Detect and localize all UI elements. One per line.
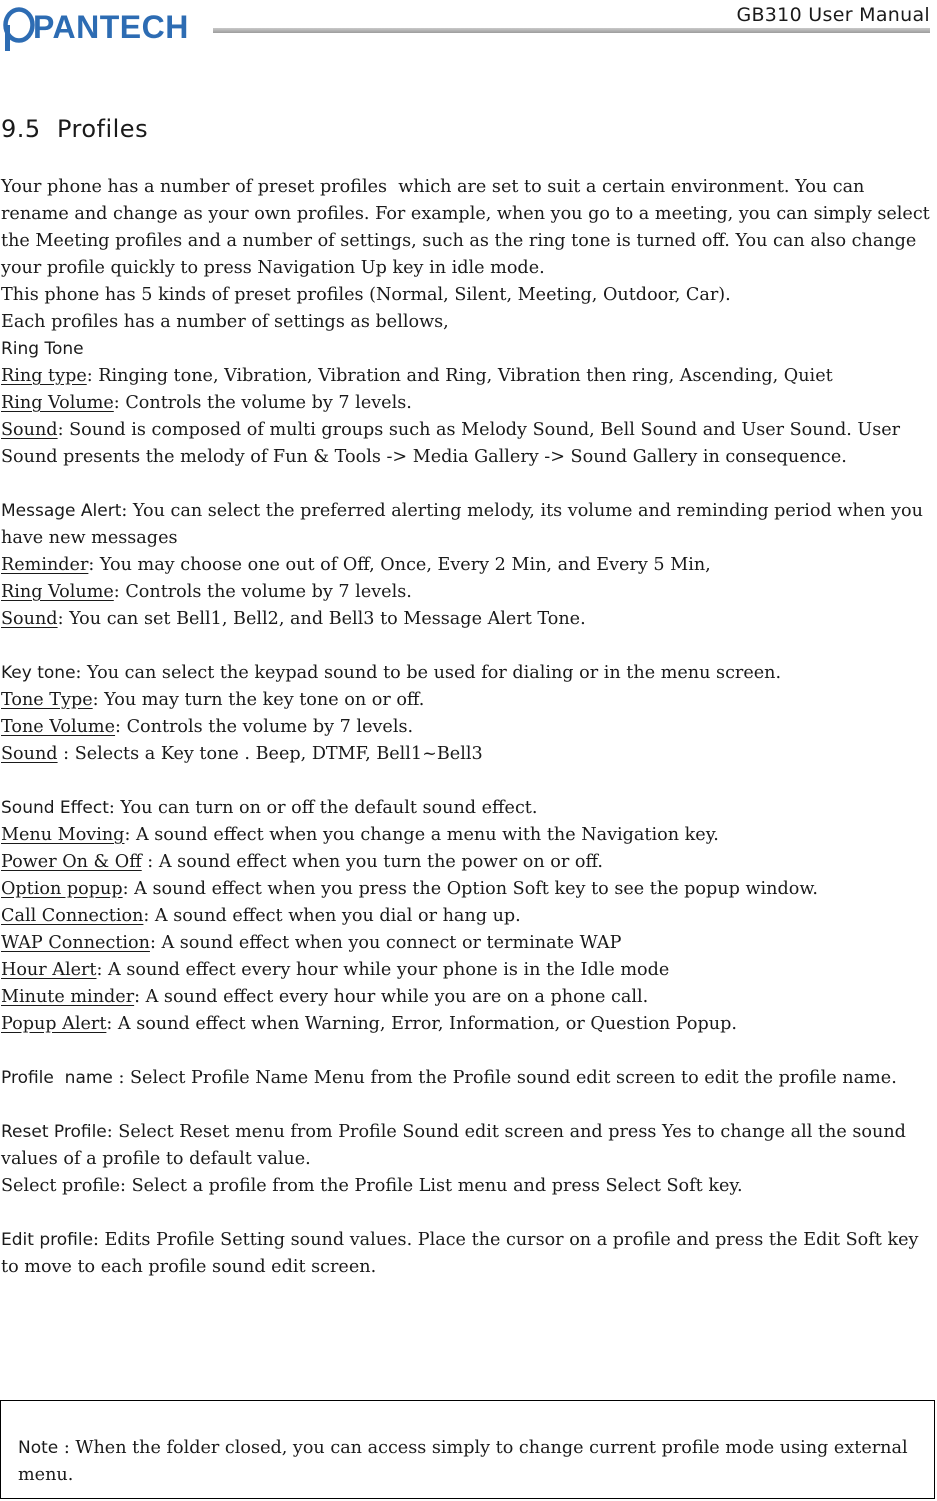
edit-profile-text: : Edits Profile Setting sound values. Place the cursor on a profile and press the Edit Soft key to move to each profile sound edit screen.	[1, 1230, 925, 1277]
message-sound-item	[1, 606, 931, 633]
reset-profile-heading: Reset Profile	[1, 1122, 107, 1142]
key-sound-item	[1, 741, 931, 768]
message-ring-volume-label: Ring Volume	[1, 582, 114, 602]
preset-profiles-paragraph: This phone has 5 kinds of preset profiles (Normal, Silent, Meeting, Outdoor, Car).	[1, 285, 731, 305]
header-rule	[213, 28, 930, 33]
popup-alert-label: Popup Alert	[1, 1014, 107, 1034]
ring-type-label: Ring type	[1, 366, 87, 386]
profile-name-heading: Profile name	[1, 1068, 113, 1088]
message-alert-heading: Message Alert	[1, 501, 122, 521]
page-header	[0, 0, 937, 60]
tone-type-item	[1, 687, 931, 714]
ring-sound-item	[1, 417, 931, 471]
section-title-text: Profiles	[56, 115, 149, 143]
hour-alert-item	[1, 957, 931, 984]
pantech-logo	[2, 3, 207, 53]
key-sound-text: : Selects a Key tone . Beep, DTMF, Bell1~Bell3	[57, 744, 483, 764]
intro-paragraph: Your phone has a number of preset profiles which are set to suit a certain environment. You can rename and change as your own profiles. For example, when you go to a meeting, you can simply select the Meeting profiles and a number of settings, such as the ring tone is turned off. You can also change your profile quickly to press Navigation Up key in idle mode.	[1, 177, 936, 278]
ring-sound-text: : Sound is composed of multi groups such as Melody Sound, Bell Sound and User Sound. User Sound presents the melody of Fun & Tools -> Media Gallery -> Sound Gallery in consequence.	[1, 420, 906, 467]
minute-minder-label: Minute minder	[1, 987, 135, 1007]
message-alert-text: : You can select the preferred alerting melody, its volume and reminding period when you have new messages	[1, 501, 929, 548]
tone-volume-item	[1, 714, 931, 741]
hour-alert-label: Hour Alert	[1, 960, 97, 980]
option-popup-item	[1, 876, 931, 903]
call-connection-item	[1, 903, 931, 930]
menu-moving-item	[1, 822, 931, 849]
ring-volume-item	[1, 390, 931, 417]
section-title	[1, 112, 931, 146]
reminder-label: Reminder	[1, 555, 89, 575]
ring-sound-label: Sound	[1, 420, 58, 440]
reset-profile-paragraph	[1, 1119, 931, 1173]
ring-volume-label: Ring Volume	[1, 393, 114, 413]
select-profile-paragraph: Select profile: Select a profile from the Profile List menu and press Select Soft key.	[1, 1176, 743, 1196]
message-sound-text: : You can set Bell1, Bell2, and Bell3 to Message Alert Tone.	[57, 609, 586, 629]
wap-connection-text: : A sound effect when you connect or terminate WAP	[149, 933, 622, 953]
section-number: 9.5	[1, 115, 41, 143]
settings-paragraph: Each profiles has a number of settings as bellows,	[1, 312, 449, 332]
key-tone-paragraph	[1, 660, 931, 687]
menu-moving-label: Menu Moving	[1, 825, 125, 845]
option-popup-label: Option popup	[1, 879, 123, 899]
note-label: Note	[18, 1438, 59, 1458]
popup-alert-item	[1, 1011, 931, 1038]
key-tone-heading: Key tone	[1, 663, 76, 683]
hour-alert-text: : A sound effect every hour while your phone is in the Idle mode	[96, 960, 670, 980]
tone-type-label: Tone Type	[1, 690, 93, 710]
popup-alert-text: : A sound effect when Warning, Error, Information, or Question Popup.	[106, 1014, 737, 1034]
key-tone-text: : You can select the keypad sound to be used for dialing or in the menu screen.	[75, 663, 782, 683]
note-text: : When the folder closed, you can access simply to change current profile mode using external menu.	[18, 1438, 914, 1485]
ring-type-text: : Ringing tone, Vibration, Vibration and Ring, Vibration then ring, Ascending, Quiet	[86, 366, 833, 386]
message-ring-volume-text: : Controls the volume by 7 levels.	[113, 582, 412, 602]
message-ring-volume-item	[1, 579, 931, 606]
wap-connection-item	[1, 930, 931, 957]
menu-moving-text: : A sound effect when you change a menu with the Navigation key.	[124, 825, 719, 845]
power-on-off-label: Power On & Off	[1, 852, 142, 872]
page-content	[1, 112, 936, 1281]
logo-wordmark: PANTECH	[33, 9, 189, 45]
minute-minder-text: : A sound effect every hour while you are on a phone call.	[134, 987, 649, 1007]
profile-name-text: : Select Profile Name Menu from the Profile sound edit screen to edit the profile name.	[112, 1068, 897, 1088]
profile-name-paragraph	[1, 1065, 931, 1092]
message-sound-label: Sound	[1, 609, 58, 629]
reminder-item	[1, 552, 931, 579]
sound-effect-heading: Sound Effect	[1, 798, 109, 818]
wap-connection-label: WAP Connection	[1, 933, 150, 953]
minute-minder-item	[1, 984, 931, 1011]
option-popup-text: : A sound effect when you press the Option Soft key to see the popup window.	[122, 879, 818, 899]
power-on-off-item	[1, 849, 931, 876]
message-alert-paragraph	[1, 498, 931, 552]
ring-volume-text: : Controls the volume by 7 levels.	[113, 393, 412, 413]
reset-profile-text: : Select Reset menu from Profile Sound edit screen and press Yes to change all the sound values of a profile to default value.	[1, 1122, 912, 1169]
reminder-text: : You may choose one out of Off, Once, Every 2 Min, and Every 5 Min,	[88, 555, 711, 575]
power-on-off-text: : A sound effect when you turn the power on or off.	[141, 852, 603, 872]
sound-effect-paragraph	[1, 795, 931, 822]
tone-type-text: : You may turn the key tone on or off.	[92, 690, 425, 710]
note-paragraph	[18, 1435, 918, 1489]
call-connection-label: Call Connection	[1, 906, 144, 926]
tone-volume-label: Tone Volume	[1, 717, 116, 737]
call-connection-text: : A sound effect when you dial or hang up.	[143, 906, 521, 926]
pantech-logo-graphic	[2, 3, 207, 53]
manual-title: GB310 User Manual	[736, 4, 930, 26]
tone-volume-text: : Controls the volume by 7 levels.	[115, 717, 414, 737]
ring-tone-heading: Ring Tone	[1, 339, 84, 359]
note-box	[0, 1400, 935, 1499]
ring-type-item	[1, 363, 931, 390]
edit-profile-heading: Edit profile	[1, 1230, 94, 1250]
edit-profile-paragraph	[1, 1227, 931, 1281]
key-sound-label: Sound	[1, 744, 58, 764]
sound-effect-text: : You can turn on or off the default sound effect.	[108, 798, 538, 818]
